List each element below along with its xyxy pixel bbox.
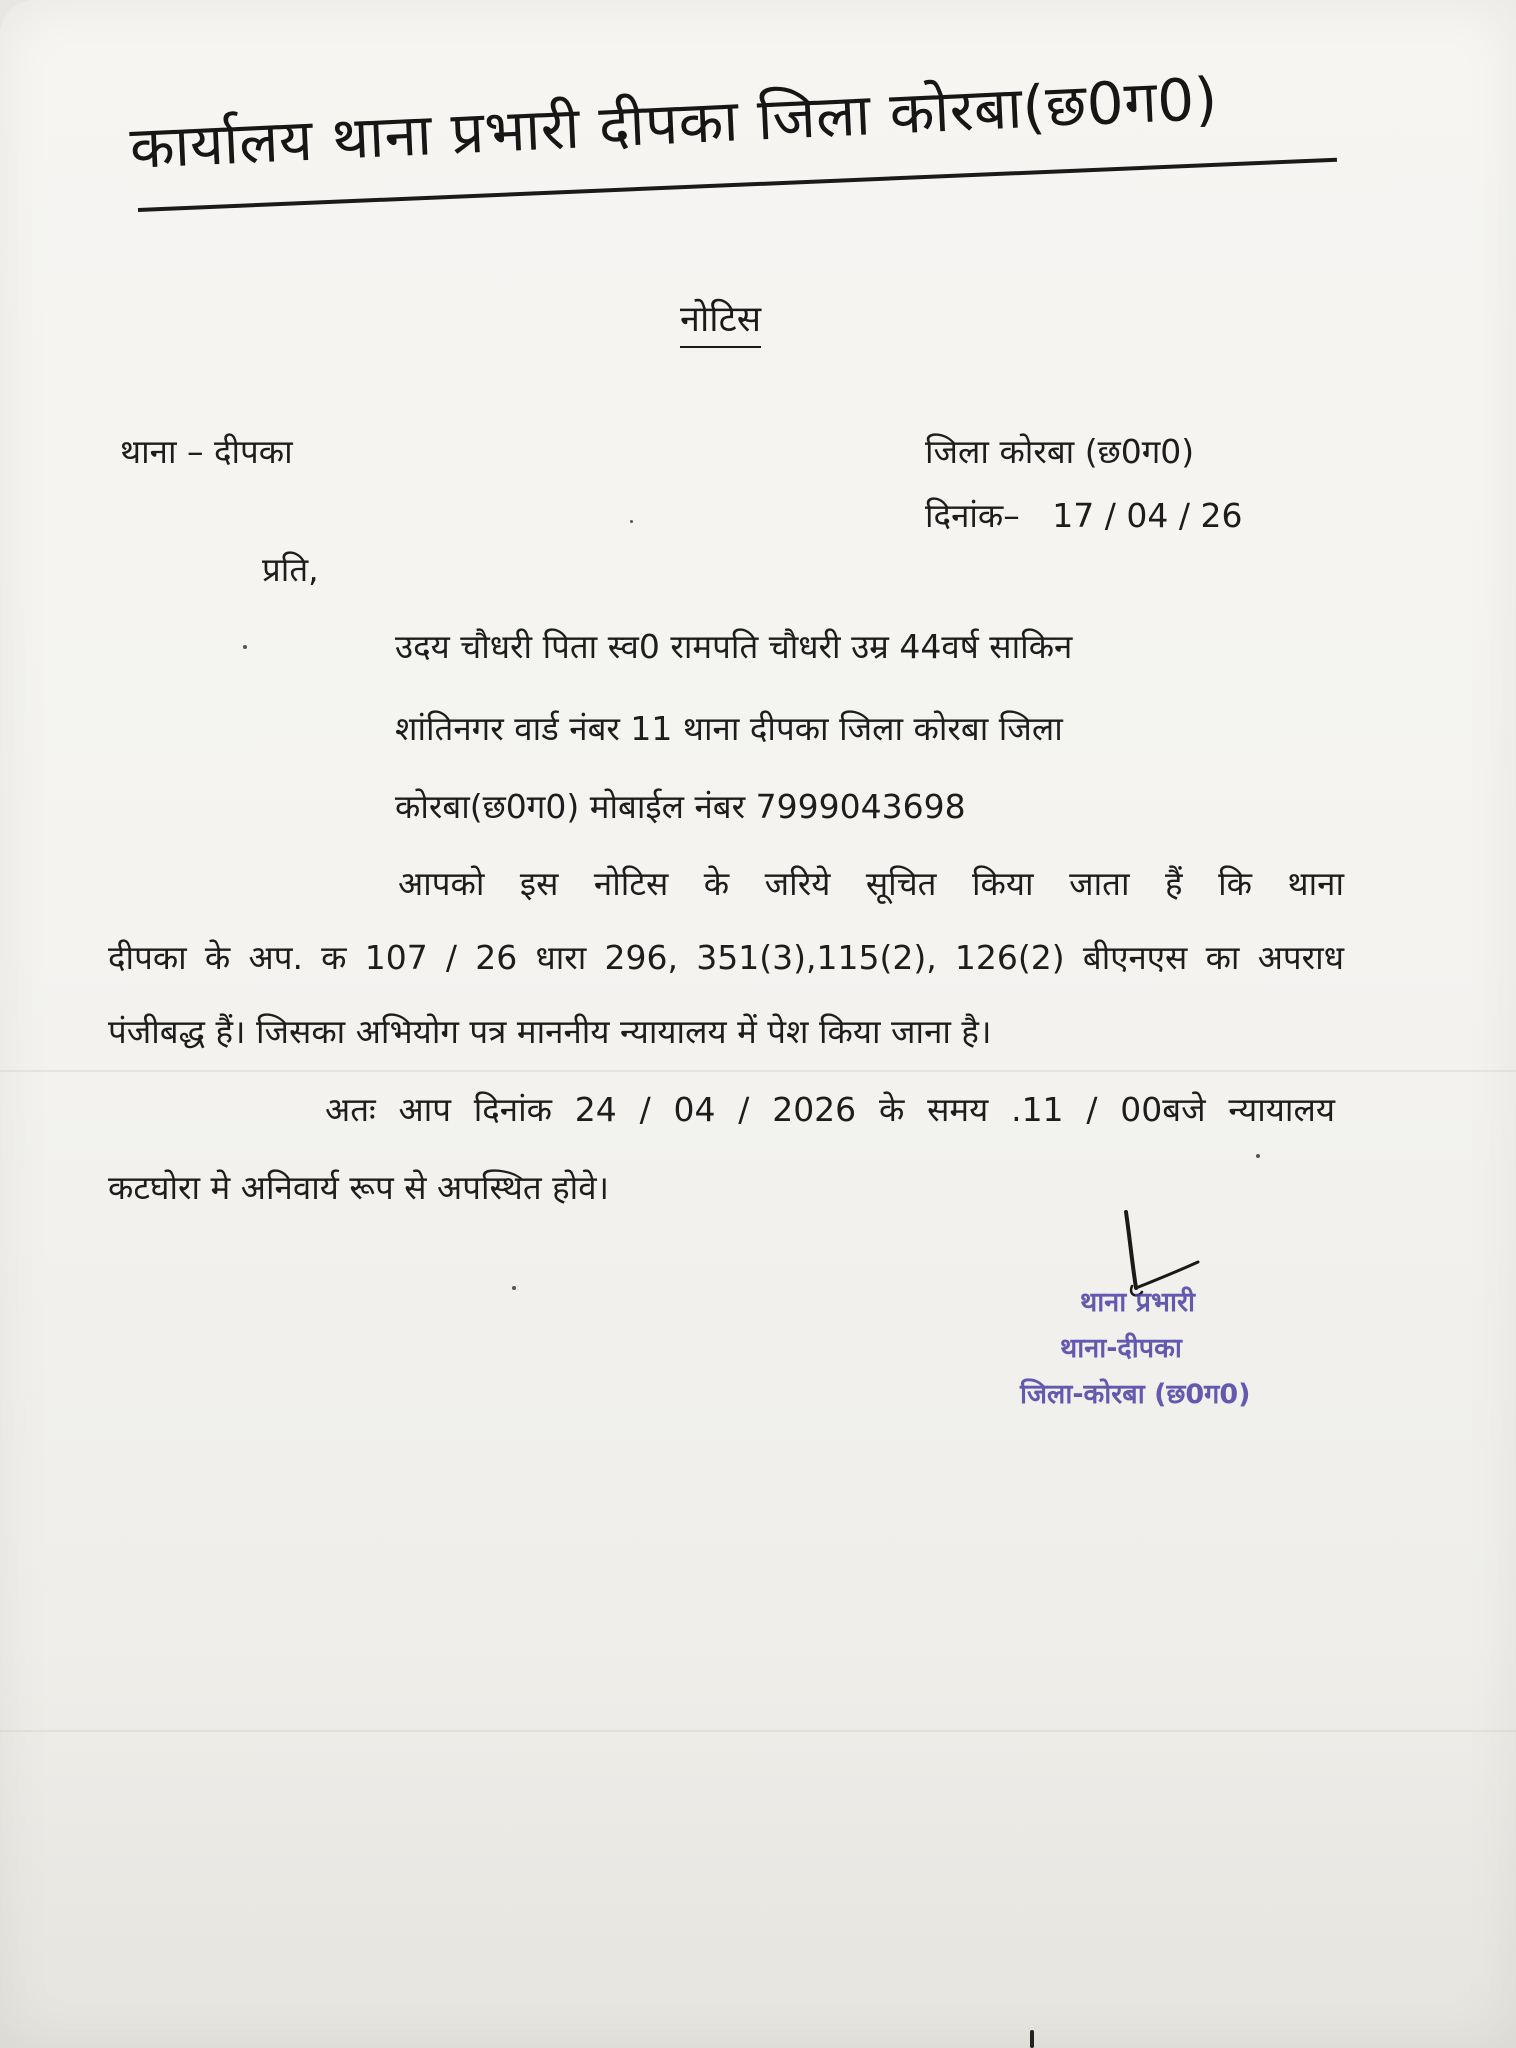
district: जिला कोरबा (छ0ग0) xyxy=(925,432,1195,471)
salutation: प्रति, xyxy=(262,550,319,589)
date-line xyxy=(925,494,1242,538)
addressee-line: उदय चौधरी पिता स्व0 रामपति चौधरी उम्र 44वर्ष साकिन xyxy=(395,627,1073,666)
body-line: पंजीबद्ध हैं। जिसका अभियोग पत्र माननीय न्यायालय में पेश किया जाना है। xyxy=(108,1012,992,1051)
police-station: थाना – दीपका xyxy=(120,432,293,471)
date-value: 17 / 04 / 26 xyxy=(1052,496,1243,535)
paper-speck xyxy=(512,1286,516,1290)
paper-fold xyxy=(0,1730,1516,1732)
body-line: कटघोरा मे अनिवार्य रूप से अपस्थित होवे। xyxy=(108,1168,610,1207)
body-line: अतः आप दिनांक 24 / 04 / 2026 के समय .11 / 00बजे न्यायालय xyxy=(325,1090,1335,1129)
stamp-line: जिला-कोरबा (छ0ग0) xyxy=(1020,1379,1251,1410)
paper-fold xyxy=(0,1070,1516,1072)
notice-heading: नोटिस xyxy=(680,296,761,348)
official-stamp xyxy=(1020,1280,1290,1418)
stamp-line: थाना प्रभारी xyxy=(1080,1287,1195,1318)
paper-speck xyxy=(630,520,633,523)
stamp-line: थाना-दीपका xyxy=(1060,1333,1182,1364)
body-line: दीपका के अप. क 107 / 26 धारा 296, 351(3),115(2), 126(2) बीएनएस का अपराध xyxy=(108,938,1344,977)
addressee-line: कोरबा(छ0ग0) मोबाईल नंबर 7999043698 xyxy=(395,787,966,826)
office-title: कार्यालय थाना प्रभारी दीपका जिला कोरबा(छ0ग0) xyxy=(128,64,1220,182)
body-line: आपको इस नोटिस के जरिये सूचित किया जाता हैं कि थाना xyxy=(398,864,1344,903)
paper-speck xyxy=(243,645,247,649)
paper-speck xyxy=(1256,1154,1260,1158)
paper-mark xyxy=(1030,2030,1034,2048)
addressee-line: शांतिनगर वार्ड नंबर 11 थाना दीपका जिला कोरबा जिला xyxy=(395,709,1063,748)
date-label: दिनांक– xyxy=(925,496,1020,535)
